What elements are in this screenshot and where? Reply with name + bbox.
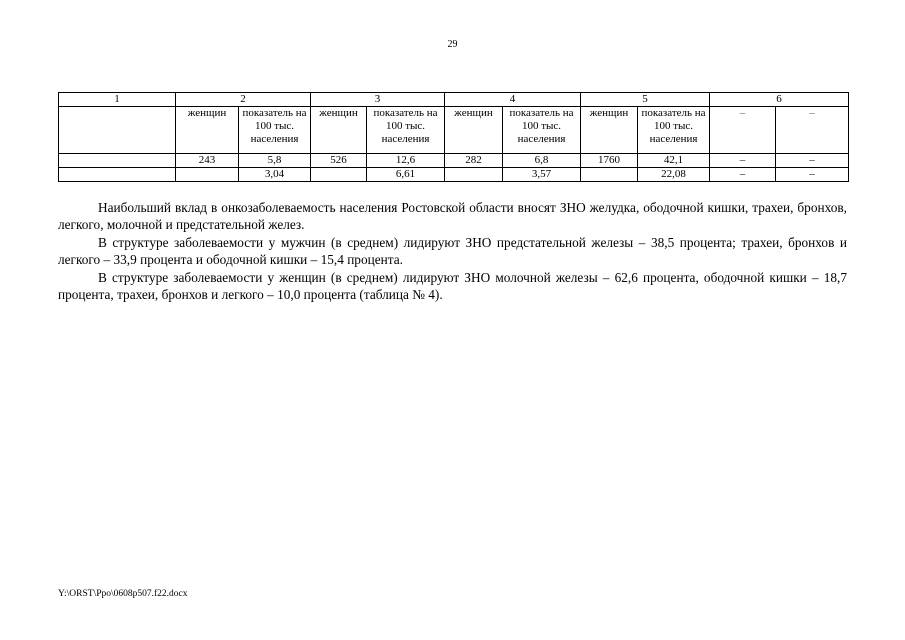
table-cell — [445, 168, 503, 182]
table-cell: 3,04 — [239, 168, 311, 182]
table-cell — [176, 168, 239, 182]
table-subheader-row — [59, 107, 849, 154]
page-number: 29 — [447, 39, 458, 50]
table-cell: – — [776, 168, 849, 182]
column-header: 6 — [710, 93, 849, 107]
subheader-cell: показатель на 100 тыс. населения — [239, 107, 311, 154]
table-cell: – — [710, 168, 776, 182]
table-cell: 12,6 — [367, 154, 445, 168]
subheader-cell: – — [776, 107, 849, 154]
subheader-cell: женщин — [176, 107, 239, 154]
body-text — [58, 199, 847, 303]
table-cell: 243 — [176, 154, 239, 168]
table-cell: 6,8 — [503, 154, 581, 168]
column-header: 4 — [445, 93, 581, 107]
paragraph: Наибольший вклад в онкозаболеваемость населения Ростовской области вносят ЗНО желудка, ободочной кишки, трахеи, бронхов, легкого, молочной и предстательной желез. — [58, 200, 847, 233]
table-cell: – — [776, 154, 849, 168]
table-cell — [581, 168, 638, 182]
data-table — [58, 92, 849, 182]
subheader-cell: женщин — [311, 107, 367, 154]
table-cell: 3,57 — [503, 168, 581, 182]
table-cell: – — [710, 154, 776, 168]
subheader-cell: показатель на 100 тыс. населения — [503, 107, 581, 154]
table-row — [59, 168, 849, 182]
column-header: 2 — [176, 93, 311, 107]
table-cell: 22,08 — [638, 168, 710, 182]
table-cell — [59, 154, 176, 168]
paragraph: В структуре заболеваемости у мужчин (в среднем) лидируют ЗНО предстательной железы – 38,5 процента; трахеи, бронхов и легкого – 33,9 процента и ободочной кишки – 15,4 процента. — [58, 234, 847, 268]
subheader-cell: – — [710, 107, 776, 154]
column-header: 5 — [581, 93, 710, 107]
table-cell: 282 — [445, 154, 503, 168]
table-cell — [311, 168, 367, 182]
paragraph: В структуре заболеваемости у женщин (в среднем) лидируют ЗНО молочной железы – 62,6 процента, ободочной кишки – 18,7 процента, трахеи, бронхов и легкого – 10,0 процента (таблица № 4). — [58, 269, 847, 303]
subheader-cell: показатель на 100 тыс. населения — [367, 107, 445, 154]
subheader-cell: женщин — [445, 107, 503, 154]
table-cell: 526 — [311, 154, 367, 168]
column-header: 1 — [59, 93, 176, 107]
table-cell: 6,61 — [367, 168, 445, 182]
table-cell: 42,1 — [638, 154, 710, 168]
table-row — [59, 154, 849, 168]
table-header-row — [59, 93, 849, 107]
subheader-cell: показатель на 100 тыс. населения — [638, 107, 710, 154]
column-header: 3 — [311, 93, 445, 107]
table-cell: 5,8 — [239, 154, 311, 168]
table-cell: 1760 — [581, 154, 638, 168]
subheader-cell: женщин — [581, 107, 638, 154]
table-cell — [59, 168, 176, 182]
footer-file-path: Y:\ORST\Ppo\0608p507.f22.docx — [58, 589, 188, 599]
subheader-cell — [59, 107, 176, 154]
